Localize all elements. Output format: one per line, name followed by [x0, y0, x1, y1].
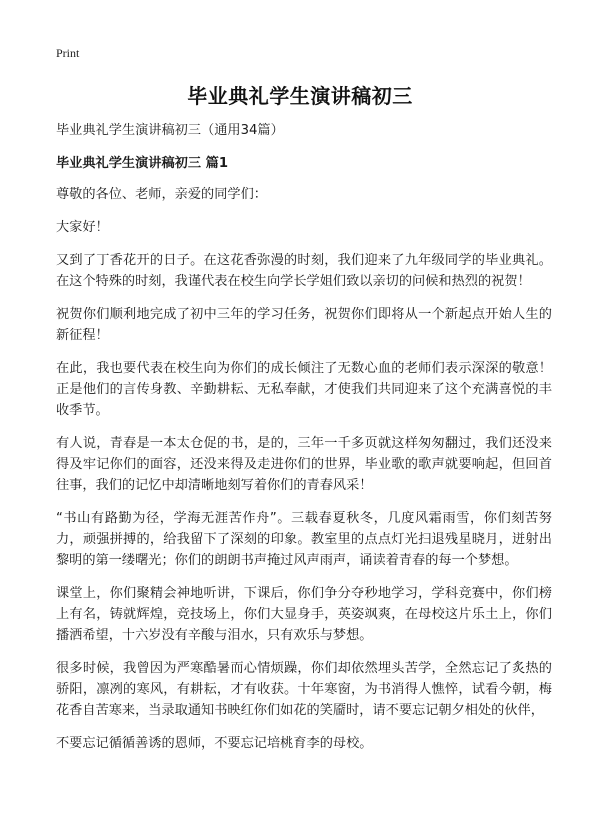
section-heading: 毕业典礼学生演讲稿初三 篇1: [56, 156, 229, 171]
paragraph-salutation: 尊敬的各位、老师，亲爱的同学们：: [56, 187, 267, 202]
paragraph: 在此，我也要代表在校生向为你们的成长倾注了无数心血的老师们表示深深的敬意！正是他们的言传身教、辛勤耕耘、无私奉献，才使我们共同迎来了这个充满喜悦的丰收季节。: [56, 361, 552, 418]
paragraph: “书山有路勤为径，学海无涯苦作舟”。三载春夏秋冬，几度风霜雨雪，你们刻苦努力，顽强拼搏的，给我留下了深刻的印象。教室里的点点灯光扫退残星晓月，迸射出黎明的第一缕曙光；你们的朗朗书声掩过风声雨声，诵读着青春的每一个梦想。: [56, 511, 552, 568]
paragraph: 又到了丁香花开的日子。在这花香弥漫的时刻，我们迎来了九年级同学的毕业典礼。在这个特殊的时刻，我谨代表在校生向学长学姐们致以亲切的问候和热烈的祝贺！: [56, 253, 552, 289]
print-label: Print: [56, 46, 80, 60]
paragraph: 很多时候，我曾因为严寒酷暑而心情烦躁，你们却依然埋头苦学，全然忘记了炙热的骄阳，凛冽的寒风，有耕耘，才有收获。十年寒窗，为书消得人憔悴，试看今朝，梅花香自苦寒来，当录取通知书映红你们如花的笑靥时，请不要忘记朝夕相处的伙伴，: [56, 661, 552, 718]
paragraph: 有人说，青春是一本太仓促的书，是的，三年一千多页就这样匆匆翻过，我们还没来得及牢记你们的面容，还没来得及走进你们的世界，毕业歌的歌声就要响起，但回首往事，我们的记忆中却清晰地刻写着你们的青春风采！: [56, 436, 552, 493]
document-subtitle: 毕业典礼学生演讲稿初三（通用34篇）: [56, 123, 284, 138]
paragraph-greeting: 大家好！: [56, 220, 109, 235]
document-title: 毕业典礼学生演讲稿初三: [187, 84, 413, 108]
document-body: [56, 120, 552, 766]
paragraph: 祝贺你们顺利地完成了初中三年的学习任务，祝贺你们即将从一个新起点开始人生的新征程！: [56, 307, 552, 343]
paragraph: 不要忘记循循善诱的恩师，不要忘记培桃育李的母校。: [56, 736, 373, 751]
paragraph: 课堂上，你们聚精会神地听讲，下课后，你们争分夺秒地学习，学科竞赛中，你们榜上有名，铸就辉煌，竞技场上，你们大显身手，英姿飒爽，在母校这片乐土上，你们播洒希望，十六岁没有辛酸与泪水，只有欢乐与梦想。: [56, 586, 552, 643]
